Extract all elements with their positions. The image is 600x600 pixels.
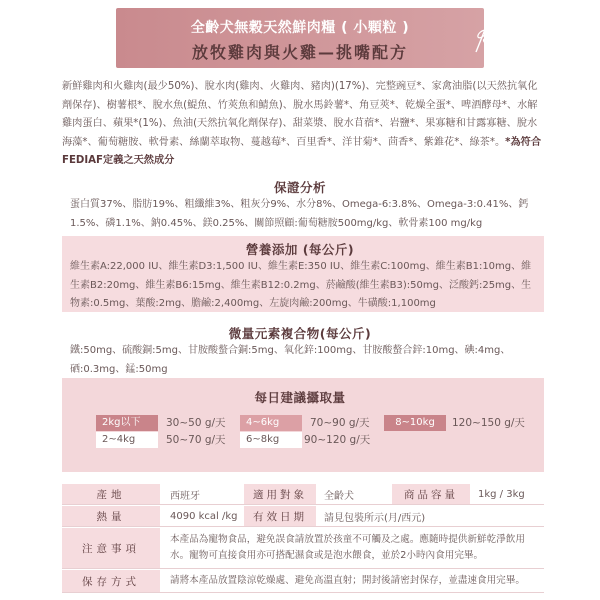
target-label: 適用對象 (244, 484, 316, 504)
calorie-label: 熱量 (62, 506, 160, 526)
weight-chip: 6~8kg (240, 432, 302, 448)
origin-label: 產地 (62, 484, 160, 504)
amount-value: 70~90 g/天 (310, 417, 370, 429)
table-row (62, 484, 544, 505)
product-subtitle: 放牧雞肉與火雞—挑嘴配方 (191, 43, 408, 62)
header (0, 0, 600, 72)
caution-label: 注意事項 (62, 528, 160, 568)
origin-value: 西班牙 (170, 490, 200, 502)
product-title: 全齡犬無穀天然鮮肉糧 ( 小顆粒 ) (190, 20, 410, 36)
analysis-title: 保證分析 (273, 180, 326, 195)
amount-value: 120~150 g/天 (452, 417, 525, 429)
storage-value: 請將本產品放置陰涼乾燥處、避免高溫直射；開封後請密封保存，並盡速食用完畢。 (170, 575, 525, 586)
sprig-icon (470, 20, 500, 54)
daily-title: 每日建議攝取量 (254, 390, 346, 405)
capacity-label: 商品容量 (392, 484, 470, 504)
ingredients-list: 新鮮雞肉和火雞肉(最少50%)、脫水肉(雞肉、火雞肉、豬肉)(17%)、完整豌豆*、家禽油脂(以天然抗氧化劑保存)、樹薯根*、脫水魚(鯷魚、竹莢魚和鯖魚)、脫水馬鈴薯*、角豆莢*、乾燥全蛋*、啤酒酵母*、水解雞肉蛋白、蘋果*(1%)、魚油(天然抗氧化劑保存)、甜菜漿、脫水苜蓿*、岩鹽*、果寡糖和甘露寡糖、脫水海藻*、葡萄糖胺、軟骨素、絲蘭萃取物、蔓越莓*、百里香*、洋甘菊*、茴香*、紫錐花*、綠茶*。 (62, 81, 538, 148)
amount-value: 90~120 g/天 (304, 434, 371, 446)
weight-chip: 8~10kg (384, 415, 446, 431)
minerals-title: 微量元素複合物(每公斤) (228, 326, 372, 341)
weight-chip: 2~4kg (96, 432, 158, 448)
amount-value: 50~70 g/天 (166, 434, 226, 446)
table-row (62, 528, 544, 569)
storage-label: 保存方式 (62, 570, 160, 592)
table-row (62, 570, 544, 593)
calorie-value: 4090 kcal /kg (170, 510, 238, 522)
amount-value: 30~50 g/天 (166, 417, 226, 429)
expiry-label: 有效日期 (244, 506, 316, 526)
nutrition-title: 營養添加 (每公斤) (245, 242, 355, 257)
weight-chip: 4~6kg (240, 415, 302, 431)
minerals-text: 鐵:50mg、硫酸銅:5mg、甘胺酸螯合銅:5mg、氧化鋅:100mg、甘胺酸螯合鋅:10mg、碘:4mg、硒:0.3mg、錳:50mg (70, 345, 511, 375)
analysis-text: 蛋白質37%、脂肪19%、粗纖維3%、粗灰分9%、水分8%、Omega-6:3.8%、Omega-3:0.41%、鈣1.5%、磷1.1%、鈉0.45%、鎂0.25%、關節照顧:葡萄糖胺500mg/kg、軟骨素100 mg/kg (70, 199, 529, 229)
ingredients-note: *為符合FEDIAF定義之天然成分 (62, 136, 542, 167)
expiry-value: 請見包裝所示(月/西元) (324, 512, 426, 524)
weight-chip: 2kg以下 (96, 415, 158, 431)
nutrition-text: 維生素A:22,000 IU、維生素D3:1,500 IU、維生素E:350 IU、維生素C:100mg、維生素B1:10mg、維生素B2:20mg、維生素B6:15mg、維生素B12:0.2mg、菸鹼酸(維生素B3):50mg、泛酸鈣:25mg、生物素:0.5mg、葉酸:2mg、膽鹼:2,400mg、左旋肉鹼:200mg、牛磺酸:1,100mg (70, 261, 532, 309)
table-row (62, 506, 544, 527)
capacity-value: 1kg / 3kg (478, 488, 525, 500)
caution-value: 本產品為寵物食品，避免誤食請放置於孩童不可觸及之處。應隨時提供新鮮乾淨飲用水。寵物可直接食用亦可搭配濕食或是泡水餵食，並於2小時內食用完畢。 (170, 534, 525, 561)
target-value: 全齡犬 (324, 490, 354, 502)
ingredients-text (62, 78, 544, 171)
